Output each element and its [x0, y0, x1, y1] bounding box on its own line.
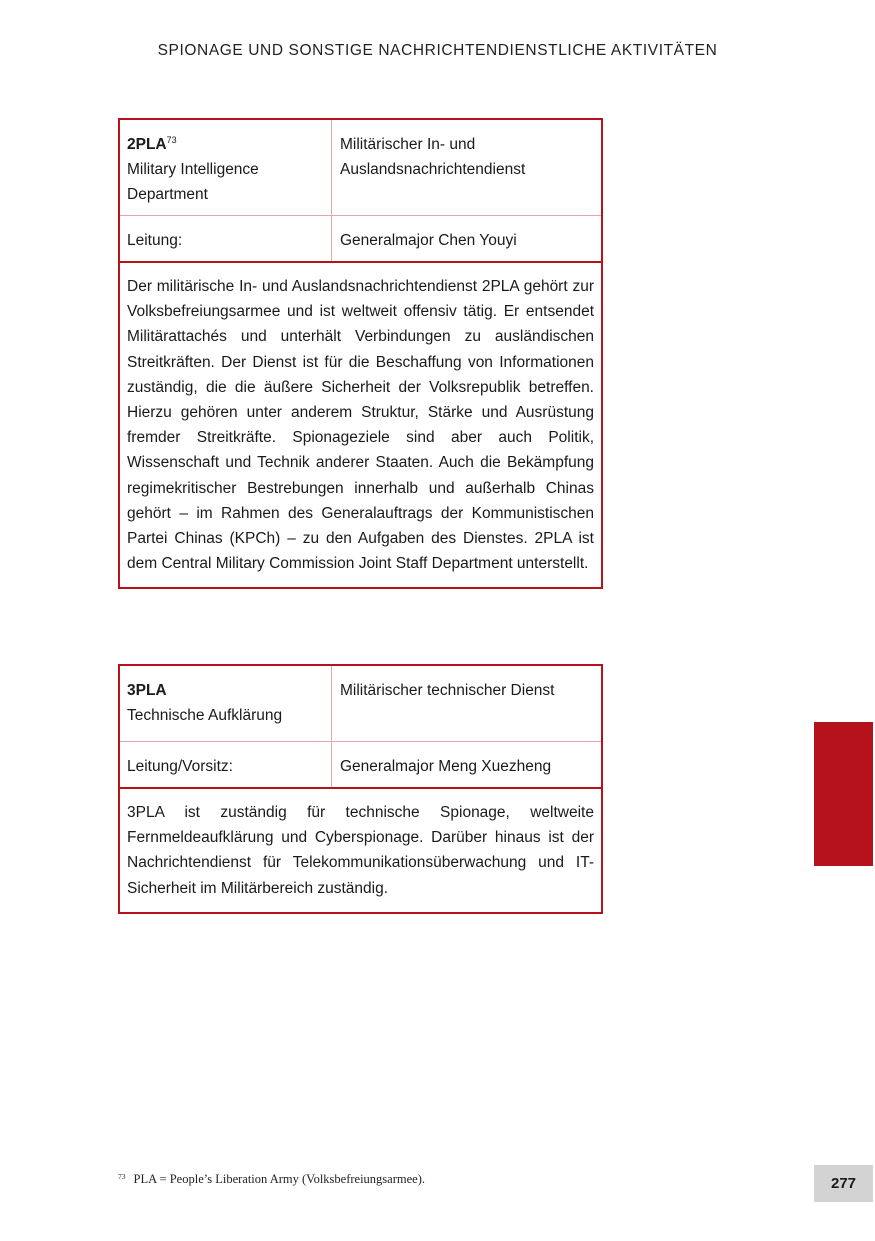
leadership-label: Leitung/Vorsitz:	[120, 742, 332, 787]
agency-description-cell	[332, 120, 601, 215]
agency-abbreviation: 3PLA	[127, 682, 167, 699]
info-box-3pla	[118, 664, 603, 914]
leadership-row	[120, 742, 601, 789]
footnote-text: PLA = People’s Liberation Army (Volksbefreiungsarmee).	[133, 1172, 425, 1186]
leadership-row	[120, 216, 601, 263]
info-box-2pla	[118, 118, 603, 589]
leadership-value: Generalmajor Meng Xuezheng	[340, 758, 552, 775]
info-box-header-row	[120, 666, 601, 742]
agency-name-cell	[120, 120, 332, 215]
agency-full-name-line1: Technische Aufklärung	[127, 707, 283, 724]
footnote-number: 73	[118, 1172, 126, 1181]
agency-name-cell	[120, 666, 332, 741]
agency-full-name-line1: Military Intelligence	[127, 161, 259, 178]
footnote-reference: 73	[166, 135, 177, 145]
agency-body-text: Der militärische In- und Auslandsnachrichtendienst 2PLA gehört zur Volksbefreiungsarmee und ist weltweit offensiv tätig. Er entsendet Militärattachés und unterhält Verbindungen zu ausländischen Streitkräften. Der Dienst ist für die Beschaffung von Informationen zuständig, die die äußere Sicherheit der Volksrepublik betreffen. Hierzu gehören unter anderem Struktur, Stärke und Ausrüstung fremder Streitkräfte. Spionageziele sind aber auch Politik, Wissenschaft und Technik anderer Staaten. Auch die Bekämpfung regimekritischer Bestrebungen innerhalb und außerhalb Chinas gehört – im Rahmen des Generalauftrags der Kommunistischen Partei Chinas (KPCh) – zu den Aufgaben des Dienstes. 2PLA ist dem Central Military Commission Joint Staff Department unterstellt.	[127, 278, 594, 573]
running-title: SPIONAGE UND SONSTIGE NACHRICHTENDIENSTLICHE AKTIVITÄTEN	[157, 42, 718, 59]
info-box-header-row	[120, 120, 601, 216]
page-number: 277	[814, 1165, 873, 1202]
agency-description-line1: Militärischer In- und	[340, 136, 476, 153]
agency-description-cell: Militärischer technischer Dienst	[340, 682, 555, 699]
agency-body-text: 3PLA ist zuständig für technische Spionage, weltweite Fernmeldeaufklärung und Cyberspionage. Darüber hinaus ist der Nachrichtendienst für Telekommunikationsüberwachung und IT-Sicherheit im Militärbereich zuständig.	[127, 804, 594, 897]
agency-abbreviation: 2PLA	[127, 136, 167, 153]
agency-description-line2: Auslandsnachrichtendienst	[340, 161, 526, 178]
footnote	[118, 1172, 425, 1187]
agency-full-name-line2: Department	[127, 186, 208, 203]
chapter-tab-marker	[814, 722, 873, 866]
leadership-value: Generalmajor Chen Youyi	[340, 232, 517, 249]
leadership-label: Leitung:	[120, 216, 332, 261]
